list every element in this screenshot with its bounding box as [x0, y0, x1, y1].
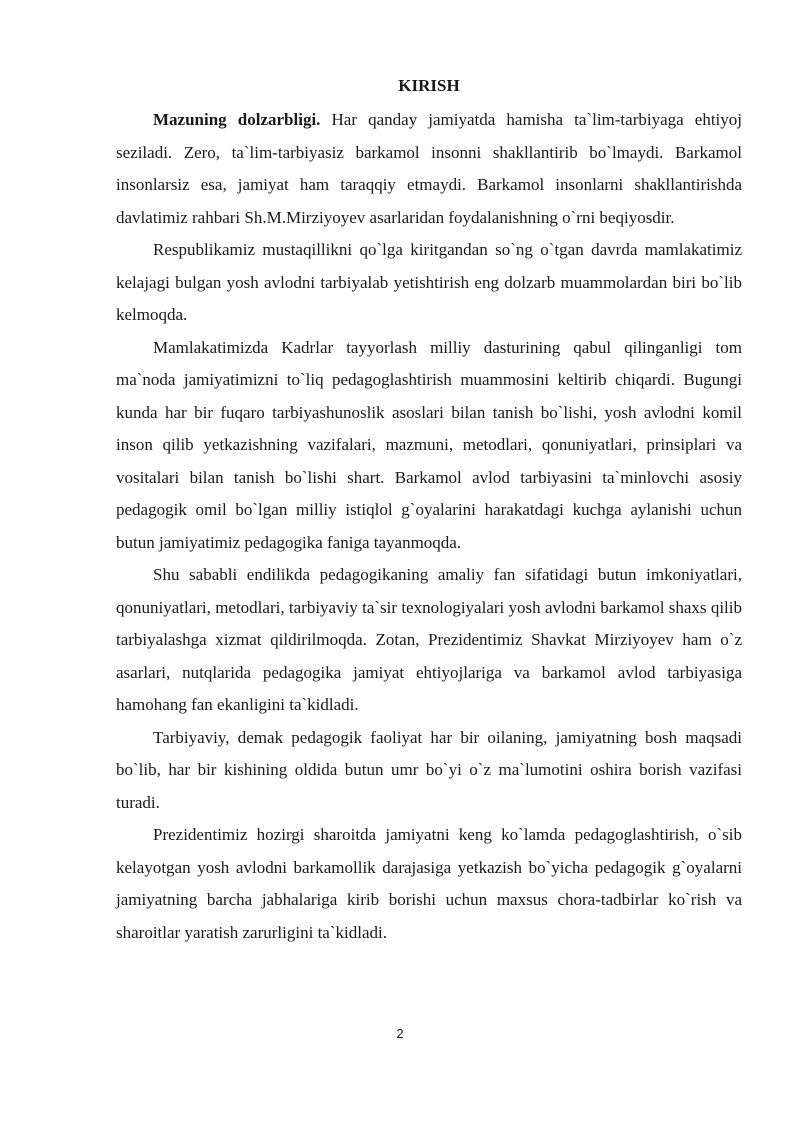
intro-text: Har qanday jamiyatda hamisha ta`lim-tarbiyaga ehtiyoj seziladi. Zero, ta`lim-tarbiyasiz barkamol insonni shakllantirib bo`lmaydi. Barkamol insonlarsiz esa, jamiyat ham taraqqiy etmaydi. Barkamol insonlarni shakllantirishda davlatimiz rahbari Sh.M.Mirziyoyev asarlaridan foydalanishning o`rni beqiyosdir.: [116, 110, 742, 227]
body-paragraph: Shu sababli endilikda pedagogikaning amaliy fan sifatidagi butun imkoniyatlari, qonuniyatlari, metodlari, tarbiyaviy ta`sir texnologiyalari yosh avlodni barkamol shaxs qilib tarbiyalashga xizmat qildirilmoqda. Zotan, Prezidentimiz Shavkat Mirziyoyev ham o`z asarlari, nutqlarida pedagogika jamiyat ehtiyojlariga va barkamol avlod tarbiyasiga hamohang fan ekanligini ta`kidladi.: [116, 565, 742, 714]
body-paragraph: Tarbiyaviy, demak pedagogik faoliyat har bir oilaning, jamiyatning bosh maqsadi bo`lib, har bir kishining oldida butun umr bo`yi o`z ma`lumotini oshira borish vazifasi turadi.: [116, 727, 742, 812]
intro-paragraph: [116, 104, 742, 234]
body-paragraph: Mamlakatimizda Kadrlar tayyorlash milliy dasturining qabul qilinganligi tom ma`noda jamiyatimizni to`liq pedagoglashtirish muammosini keltirib chiqardi. Bugungi kunda har bir fuqaro tarbiyashunoslik asoslari bilan tanish bo`lishi, yosh avlodni komil inson qilib yetkazishning vazifalari, mazmuni, metodlari, qonuniyatlari, prinsiplari va vositalari bilan tanish bo`lishi shart. Barkamol avlod tarbiyasini ta`minlovchi asosiy pedagogik omil bo`lgan milliy istiqlol g`oyalarini harakatdagi kuchga aylanishi uchun butun jamiyatimiz pedagogika faniga tayanmoqda.: [116, 337, 742, 552]
page-number: 2: [396, 1026, 404, 1041]
section-heading: KIRISH: [398, 76, 460, 95]
intro-lead: Mazuning dolzarbligi.: [153, 110, 321, 129]
body-paragraph: Respublikamiz mustaqillikni qo`lga kiritgandan so`ng o`tgan davrda mamlakatimiz kelajagi bulgan yosh avlodni tarbiyalab yetishtirish eng dolzarb muammolardan biri bo`lib kelmoqda.: [116, 240, 742, 324]
document-page: [116, 74, 742, 949]
body-paragraph: Prezidentimiz hozirgi sharoitda jamiyatni keng ko`lamda pedagoglashtirish, o`sib kelayotgan yosh avlodni barkamollik darajasiga yetkazish bo`yicha pedagogik g`oyalarni jamiyatning barcha jabhalariga kirib borishi uchun maxsus chora-tadbirlar ko`rish va sharoitlar yaratish zarurligini ta`kidladi.: [116, 825, 742, 942]
